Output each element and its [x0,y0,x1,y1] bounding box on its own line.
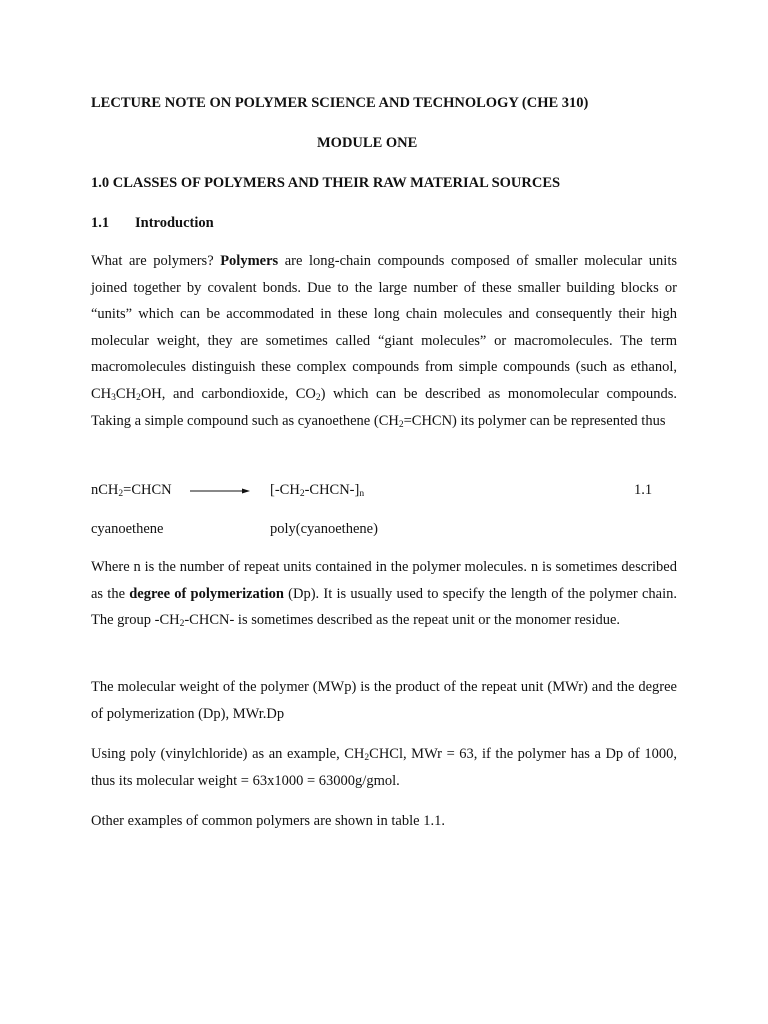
subscript: 2 [398,419,404,430]
module-heading: MODULE ONE [317,135,418,151]
text: Where n is the number of repeat units contained in the polymer molecules. n is sometimes described as the [91,559,677,602]
section-heading: 1.0 CLASSES OF POLYMERS AND THEIR RAW MATERIAL SOURCES [91,175,561,191]
example-paragraph [91,741,677,794]
subsection-number: 1.1 [91,215,110,231]
subscript: 2 [179,619,185,630]
text: =CHCN [123,482,172,498]
text: =CHCN) its polymer can be represented thus [403,412,666,429]
equation-number: 1.1 [634,482,653,498]
subscript: 2 [118,489,124,499]
product-label: poly(cyanoethene) [270,521,378,537]
reaction-arrow-icon [190,488,250,494]
molecular-weight-paragraph: The molecular weight of the polymer (MWp) is the product of the repeat unit (MWr) and the degree of polymerization (Dp), MWr.Dp [91,679,677,722]
subscript: 2 [299,489,305,499]
text: Using poly (vinylchloride) as an example, CH [91,746,365,762]
lecture-title: LECTURE NOTE ON POLYMER SCIENCE AND TECHNOLOGY (CHE 310) [91,95,589,111]
equation-product [270,481,364,499]
term-polymers: Polymers [220,253,279,269]
term-degree-of-polymerization: degree of polymerization [129,585,284,602]
table-reference-paragraph: Other examples of common polymers are shown in table 1.1. [91,813,445,829]
subsection-title: Introduction [135,215,214,231]
equation-reactant [91,481,172,499]
text: -CHCN- is sometimes described as the repeat unit or the monomer residue. [184,612,621,629]
text: nCH [91,482,119,498]
subscript: 2 [364,753,370,763]
text: ) which can be described as monomolecular compounds. Taking a simple compound such as cyanoethene (CH [91,385,677,429]
text: What are polymers? [91,253,221,269]
text: [-CH [270,482,300,498]
intro-paragraph [91,248,677,434]
text: OH, and carbondioxide, CO [140,385,316,402]
text: CHCl, MWr = 63, if the polymer has a Dp of 1000, thus its molecular weight = 63x1000 = 63000g/gmol. [91,746,677,789]
text: CH [115,385,137,402]
text: (Dp). It is usually used to specify the length of the polymer chain. The group -CH [91,585,677,629]
subscript: 2 [136,392,141,403]
text: -CHCN-] [304,482,360,498]
reactant-label: cyanoethene [91,521,164,537]
degree-of-polymerization-paragraph [91,554,677,634]
subscript: 3 [111,392,116,403]
text: are long-chain compounds composed of smaller molecular units joined together by covalent bonds. Due to the large number of these smaller building blocks or “units” which can be accommodated in these long chain molecules and consequently their high molecular weight, they are sometimes called “giant molecules” or macromolecules. The term macromolecules distinguish these complex compounds from simple compounds (such as ethanol, CH [91,253,677,402]
subscript: 2 [315,392,321,403]
subscript: n [359,489,365,499]
